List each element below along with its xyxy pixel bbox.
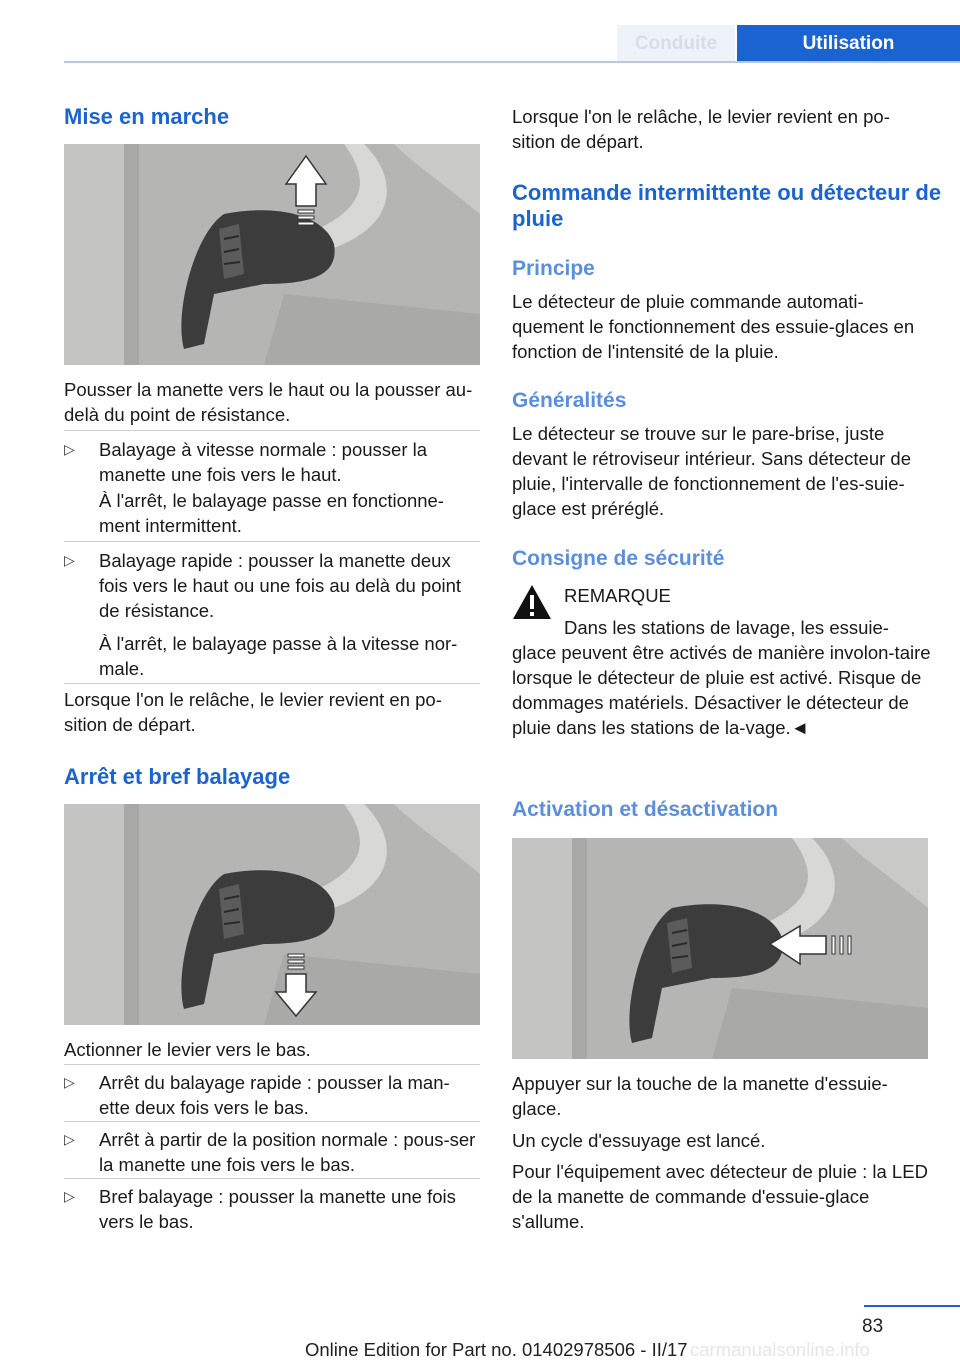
text-principe: Le détecteur de pluie commande automati-quement le fonctionnement des essuie-glaces en fonction de l'intensité de la pluie. (512, 291, 915, 362)
bullet-arrow-icon: ▷ (64, 552, 75, 568)
figure-lever-up (64, 144, 480, 365)
divider (64, 1178, 480, 1179)
divider (64, 1121, 480, 1122)
bullet-normale-note: À l'arrêt, le balayage passe en fonctionne-ment intermittent. (99, 490, 444, 536)
heading-commande: Commande intermittente ou détecteur de pluie (512, 180, 942, 231)
bullet-arrow-icon: ▷ (64, 1074, 75, 1090)
bullet-arret-normale-text: Arrêt à partir de la position normale : pous-ser la manette une fois vers le bas. (99, 1129, 476, 1175)
header-rule (64, 61, 960, 63)
bullet-rapide (64, 548, 480, 623)
divider (64, 430, 480, 431)
bullet-bref (64, 1184, 480, 1234)
bullet-arrow-icon: ▷ (64, 441, 75, 457)
header-tab-utilisation (737, 25, 960, 62)
divider (64, 1064, 480, 1065)
bullet-bref-text: Bref balayage : pousser la manette une fois vers le bas. (99, 1186, 456, 1232)
bullet-arrow-icon: ▷ (64, 1188, 75, 1204)
warning-text-first: Dans les stations de lavage, les essuie- (564, 617, 889, 638)
header-tab-conduite-label: Conduite (634, 32, 718, 54)
header-tab-conduite (617, 25, 735, 62)
watermark: carmanualsonline.info (690, 1339, 870, 1360)
warning-triangle-icon (512, 584, 552, 620)
page-number: 83 (862, 1316, 884, 1337)
bullet-arret-normale (64, 1127, 480, 1177)
bullet-normale (64, 437, 480, 487)
warning-title: REMARQUE (564, 585, 671, 606)
bullet-rapide-note: À l'arrêt, le balayage passe à la vitesse nor-male. (99, 633, 458, 679)
footer-rule (864, 1305, 960, 1307)
heading-activation: Activation et désactivation (512, 798, 779, 821)
heading-principe: Principe (512, 257, 595, 280)
heading-mise-en-marche: Mise en marche (64, 104, 230, 129)
text-appuyer: Appuyer sur la touche de la manette d'essuie-glace. (512, 1073, 888, 1119)
divider (64, 683, 480, 684)
text-led: Pour l'équipement avec détecteur de pluie : la LED de la manette de commande d'essuie-glace s'allume. (512, 1161, 928, 1232)
heading-consigne: Consigne de sécurité (512, 547, 725, 570)
bullet-arret-rapide-text: Arrêt du balayage rapide : pousser la man-ette deux fois vers le bas. (99, 1072, 450, 1118)
figure-lever-down (64, 804, 480, 1025)
text-actionner: Actionner le levier vers le bas. (64, 1039, 311, 1060)
divider (64, 541, 480, 542)
bullet-normale-text: Balayage à vitesse normale : pousser la manette une fois vers le haut. (99, 439, 428, 485)
bullet-arrow-icon: ▷ (64, 1131, 75, 1147)
figure-lever-button (512, 838, 928, 1059)
text-relache-left: Lorsque l'on le relâche, le levier revient en po-sition de départ. (64, 689, 442, 735)
bullet-arret-rapide (64, 1070, 480, 1120)
text-pousser: Pousser la manette vers le haut ou la pousser au-delà du point de résistance. (64, 379, 473, 425)
text-relache-right: Lorsque l'on le relâche, le levier revient en po-sition de départ. (512, 106, 890, 152)
heading-generalites: Généralités (512, 389, 627, 412)
edition-note: Online Edition for Part no. 01402978506 - II/17 (305, 1339, 688, 1360)
header-tab-utilisation-label: Utilisation (802, 32, 895, 54)
bullet-rapide-text: Balayage rapide : pousser la manette deux fois vers le haut ou une fois au delà du point de résistance. (99, 550, 462, 621)
warning-text-rest: glace peuvent être activés de manière involon-taire lorsque le détecteur de pluie est activé. Risque de dommages matériels. Désactiver le détecteur de pluie dans les stations de la-vage.◄ (512, 642, 931, 738)
text-generalites: Le détecteur se trouve sur le pare-brise, juste devant le rétroviseur intérieur. Sans détecteur de pluie, l'intervalle de fonctionnement de l'es-suie-glace est préréglé. (512, 423, 912, 519)
text-cycle: Un cycle d'essuyage est lancé. (512, 1130, 766, 1151)
heading-arret: Arrêt et bref balayage (64, 764, 291, 789)
